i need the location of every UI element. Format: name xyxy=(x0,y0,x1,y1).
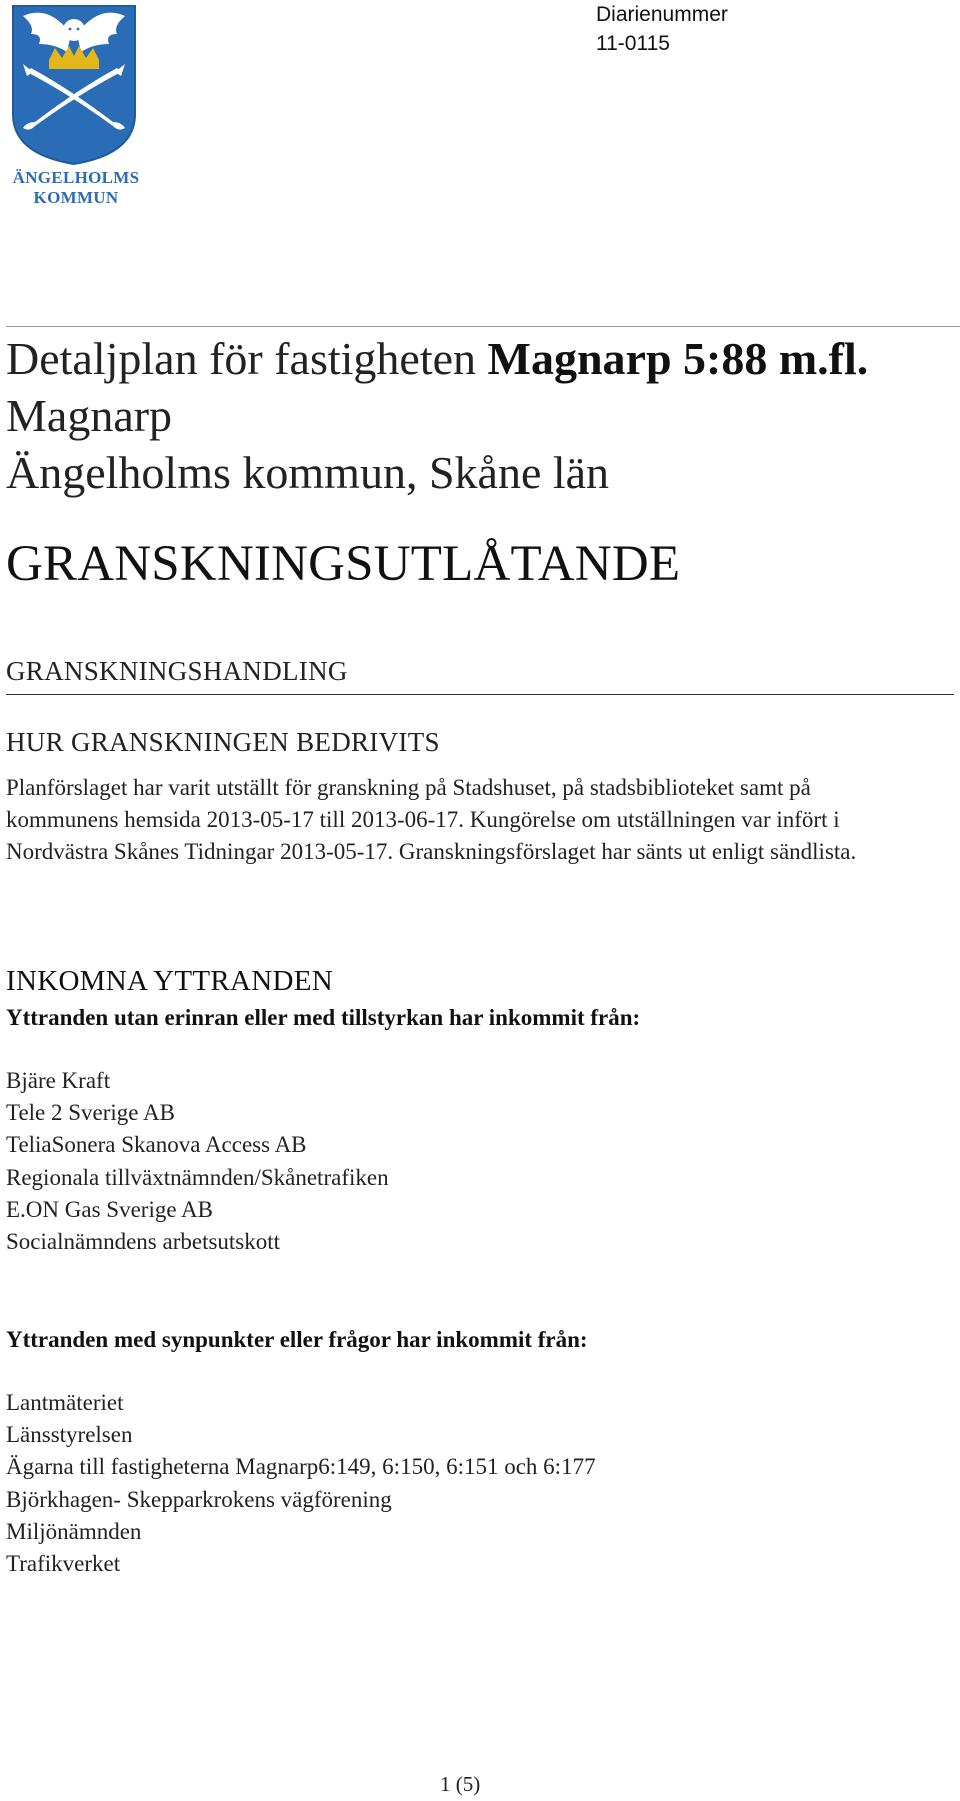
diary-number-block xyxy=(596,0,728,58)
no-objection-list xyxy=(6,1065,389,1258)
no-objection-heading: Yttranden utan erinran eller med tillstyrkan har inkommit från: xyxy=(6,1005,641,1030)
list-item: Länsstyrelsen xyxy=(6,1422,133,1448)
list-item: TeliaSonera Skanova Access AB xyxy=(6,1132,307,1158)
municipality-logo xyxy=(6,4,142,207)
title-location: Ängelholms kommun, Skåne län xyxy=(6,447,610,498)
list-item: E.ON Gas Sverige AB xyxy=(6,1196,213,1222)
title-property: Magnarp 5:88 m.fl. xyxy=(487,333,869,384)
list-item: Ägarna till fastigheterna Magnarp6:149, 6:150, 6:151 och 6:177 xyxy=(6,1454,596,1480)
diary-label: Diarienummer xyxy=(596,3,728,26)
logo-text-line1: ÄNGELHOLMS xyxy=(12,168,140,187)
list-item: Socialnämndens arbetsutskott xyxy=(6,1229,281,1255)
section-body-how: Planförslaget har varit utställt för granskning på Stadshuset, på stadsbiblioteket samt på kommunens hemsida 2013-05-17 till 2013-06-17. Kungörelse om utställningen var infört i Nordvästra Skånes Tidningar 2013-05-17. Granskningsförslaget har sänts ut enligt sändlista. xyxy=(6,775,857,864)
list-item: Björkhagen- Skepparkrokens vägförening xyxy=(6,1486,392,1512)
document-status: GRANSKNINGSHANDLING xyxy=(6,656,348,686)
top-divider xyxy=(6,326,960,327)
list-item: Tele 2 Sverige AB xyxy=(6,1100,175,1126)
logo-text-line2: KOMMUN xyxy=(33,188,119,207)
title-prefix: Detaljplan för fastigheten xyxy=(6,333,488,384)
with-objection-list xyxy=(6,1387,596,1580)
page-title xyxy=(6,330,946,501)
coat-of-arms-icon xyxy=(9,4,139,166)
handling-underline xyxy=(6,694,954,695)
list-item: Regionala tillväxtnämnden/Skånetrafiken xyxy=(6,1164,389,1190)
list-item: Lantmäteriet xyxy=(6,1390,124,1415)
document-type: GRANSKNINGSUTLÅTANDE xyxy=(6,536,681,592)
section-heading-incoming: INKOMNA YTTRANDEN xyxy=(6,965,334,997)
section-heading-how: HUR GRANSKNINGEN BEDRIVITS xyxy=(6,727,440,757)
page-number: 1 (5) xyxy=(440,1772,481,1796)
list-item: Trafikverket xyxy=(6,1551,121,1577)
diary-number: 11-0115 xyxy=(596,32,670,55)
list-item: Bjäre Kraft xyxy=(6,1068,111,1093)
title-suffix: Magnarp xyxy=(6,390,173,441)
list-item: Miljönämnden xyxy=(6,1518,142,1544)
with-objection-heading: Yttranden med synpunkter eller frågor har inkommit från: xyxy=(6,1327,588,1352)
